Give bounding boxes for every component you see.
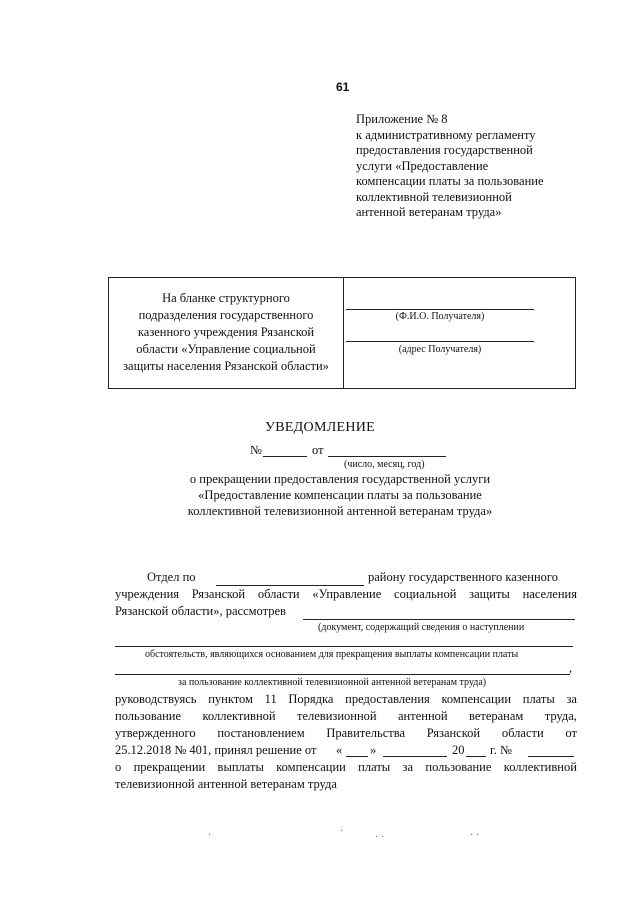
page-number: 61: [336, 80, 350, 94]
district-field[interactable]: [216, 585, 364, 586]
appendix-line: антенной ветеранам труда»: [356, 205, 502, 219]
appendix-line: предоставления государственной: [356, 143, 533, 157]
letterhead-cell: [109, 278, 344, 388]
word: утвержденного: [115, 726, 196, 740]
scan-speck: · ·: [375, 832, 385, 843]
header-box: [108, 277, 576, 389]
word: Рязанской: [426, 726, 481, 740]
word: компенсации: [441, 692, 512, 706]
body-stop-line: [115, 760, 577, 775]
recipient-cell: [344, 278, 575, 388]
quote-open: «: [336, 743, 343, 757]
letterhead-line: области «Управление социальной: [136, 342, 316, 356]
word: прекращении: [133, 760, 206, 774]
recipient-name-field[interactable]: [346, 309, 534, 310]
recipient-name-caption: (Ф.И.О. Получателя): [395, 311, 485, 322]
appendix-block: [356, 112, 596, 221]
word: за: [566, 692, 577, 706]
circumstances-field[interactable]: [115, 646, 573, 647]
decision-month-field[interactable]: [383, 756, 447, 757]
scan-speck: · ·: [470, 830, 480, 841]
word: телевизионной: [297, 709, 377, 723]
decision-year-field[interactable]: [466, 756, 486, 757]
appendix-line: к административному регламенту: [356, 127, 536, 142]
word: области: [257, 587, 300, 601]
from-label: от: [312, 443, 324, 457]
date-caption: (число, месяц, год): [344, 459, 425, 470]
word: платы: [522, 692, 555, 706]
body-line-3: Рязанской области», рассмотрев: [115, 604, 286, 618]
word: Правительства: [326, 726, 406, 740]
decision-prefix: 25.12.2018 № 401, принял решение от: [115, 743, 317, 757]
notice-title: УВЕДОМЛЕНИЕ: [264, 420, 376, 435]
appendix-line: компенсации платы за пользование: [356, 174, 544, 188]
word: выплаты: [217, 760, 264, 774]
word: защиты: [469, 587, 510, 601]
usage-caption: за пользование коллективной телевизионной антенной ветеранам труда): [178, 677, 487, 688]
word: коллективной: [202, 709, 276, 723]
quote-close: »: [370, 743, 377, 757]
word: антенной: [398, 709, 448, 723]
dept-prefix: Отдел по: [147, 570, 196, 584]
document-field[interactable]: [303, 619, 575, 620]
usage-field[interactable]: [115, 674, 570, 675]
year-suffix: г. №: [490, 743, 512, 757]
scan-speck: ·: [340, 826, 344, 837]
recipient-address-field[interactable]: [346, 341, 534, 342]
body-line-2: [115, 587, 577, 602]
word: Порядка: [288, 692, 334, 706]
word: «Управление: [312, 587, 382, 601]
number-label: №: [250, 443, 262, 457]
word: постановлением: [217, 726, 305, 740]
appendix-line: услуги «Предоставление: [356, 158, 489, 173]
word: за: [402, 760, 414, 774]
date-field[interactable]: [328, 456, 446, 457]
decision-number-field[interactable]: [528, 756, 574, 757]
letterhead-line: На бланке структурного: [162, 291, 290, 305]
body-approved-line: [115, 726, 577, 741]
recipient-address-caption: (адрес Получателя): [398, 344, 482, 355]
word: учреждения: [115, 587, 180, 601]
word: области: [501, 726, 544, 740]
word: платы: [358, 760, 391, 774]
word: труда,: [544, 709, 577, 723]
appendix-line: Приложение № 8: [356, 112, 448, 126]
word: руководствуясь: [115, 692, 197, 706]
word: коллективной: [503, 760, 577, 774]
number-field[interactable]: [263, 456, 307, 457]
subject-line: «Предоставление компенсации платы за пользование: [198, 488, 482, 502]
word: пользование: [425, 760, 492, 774]
body-guided-line: [115, 692, 577, 707]
word: компенсации: [276, 760, 346, 774]
subject-line: коллективной телевизионной антенной ветеранам труда»: [187, 504, 493, 518]
word: пунктом: [208, 692, 253, 706]
dept-suffix: району государственного казенного: [368, 570, 559, 584]
comma: ,: [569, 661, 573, 675]
word: пользование: [115, 709, 182, 723]
year-prefix: 20: [452, 743, 465, 757]
decision-day-field[interactable]: [346, 756, 368, 757]
appendix-line: коллективной телевизионной: [356, 189, 512, 204]
word: социальной: [394, 587, 457, 601]
word: 11: [264, 692, 277, 706]
word: предоставления: [345, 692, 430, 706]
body-last-line: телевизионной антенной ветеранам труда: [115, 777, 337, 791]
letterhead-line: защиты населения Рязанской области»: [123, 359, 329, 373]
document-caption: (документ, содержащий сведения о наступлении: [318, 622, 525, 633]
word: населения: [522, 587, 577, 601]
notice-subject: [0, 471, 640, 519]
scan-speck: ·: [208, 830, 212, 841]
word: ветеранам: [468, 709, 524, 723]
letterhead-line: казенного учреждения Рязанской: [137, 325, 315, 339]
body-usage-line: [115, 709, 577, 724]
circumstances-caption: обстоятельств, являющихся основанием для прекращения выплаты компенсации платы: [145, 649, 519, 660]
word: Рязанской: [191, 587, 246, 601]
subject-line: о прекращении предоставления государственной услуги: [189, 472, 491, 486]
word: о: [115, 760, 122, 774]
word: от: [565, 726, 577, 740]
letterhead-line: подразделения государственного: [138, 308, 314, 322]
